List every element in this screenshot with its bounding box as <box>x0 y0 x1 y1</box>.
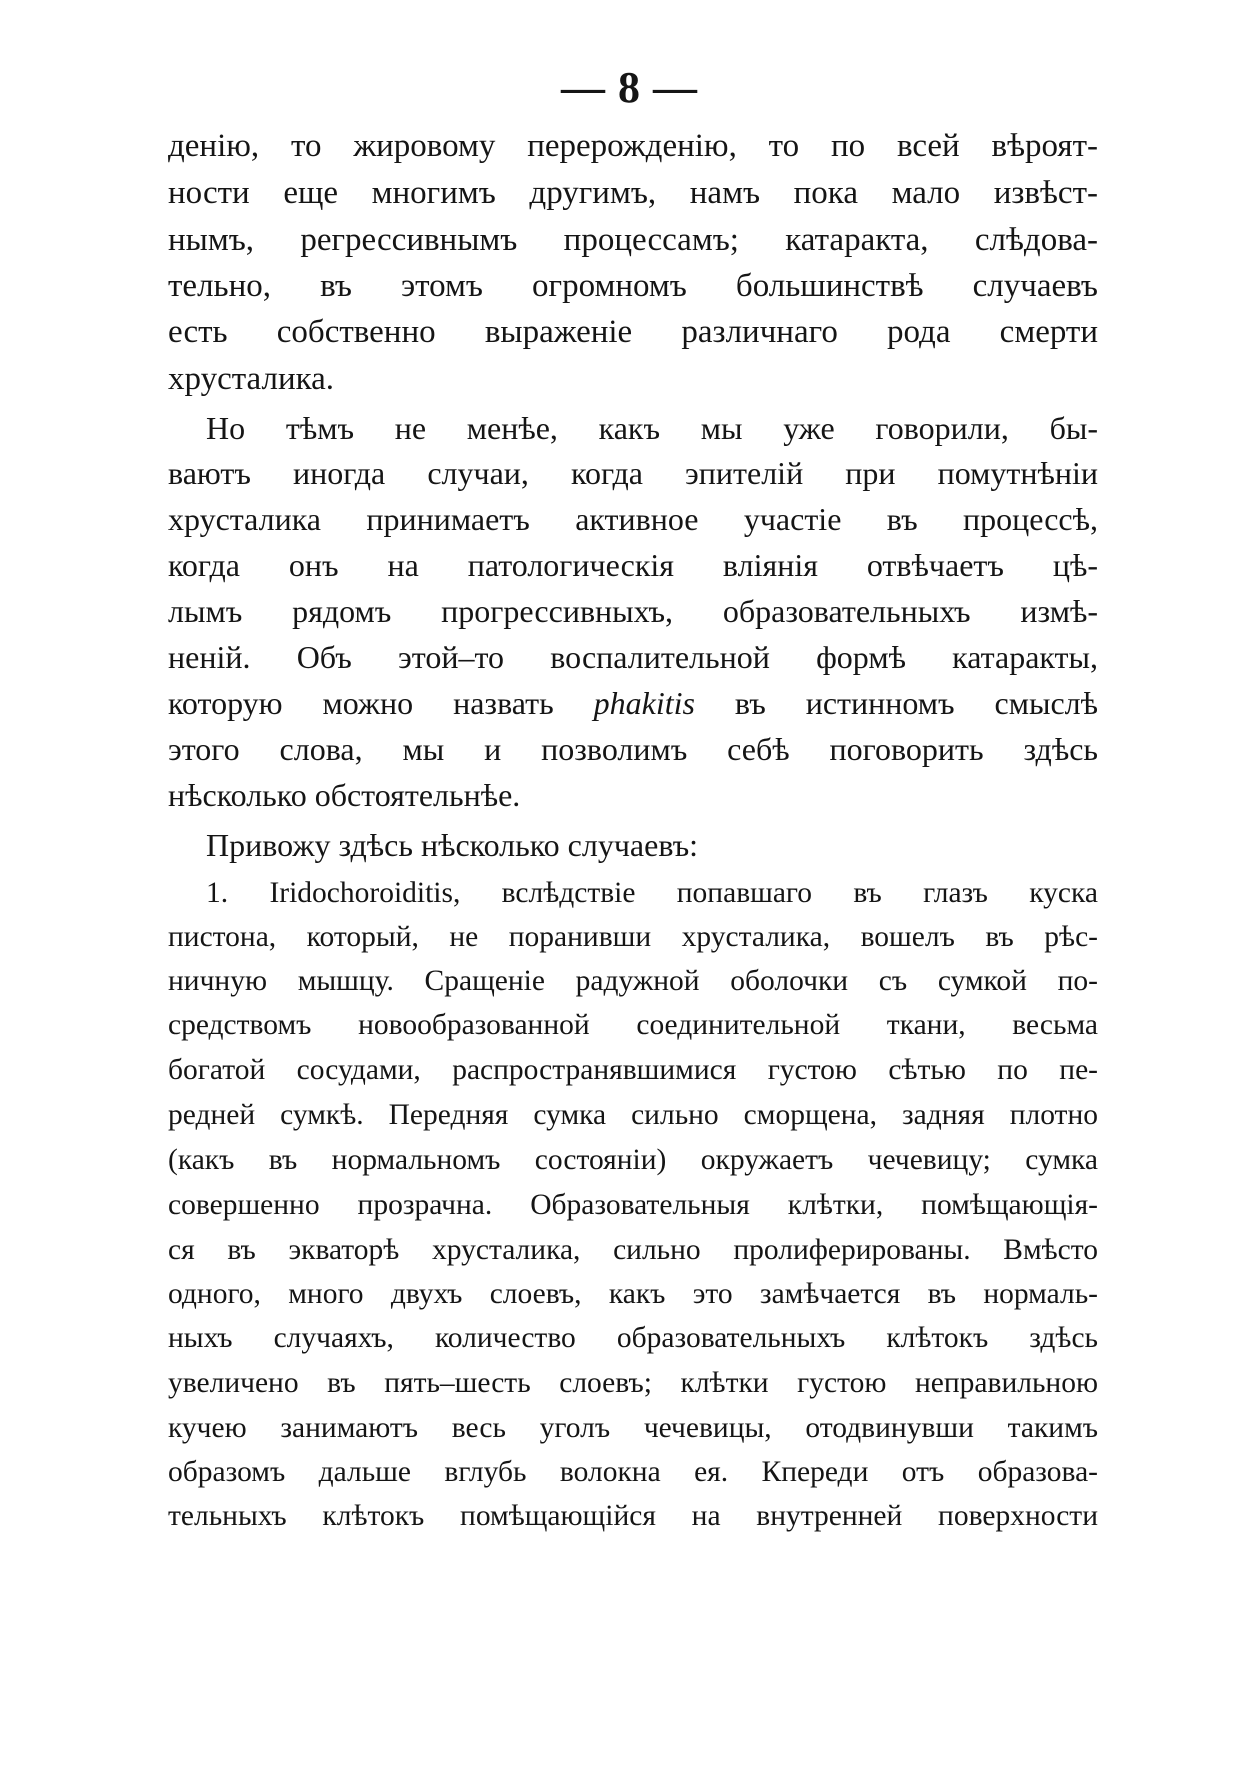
text-line: средствомъ новообразованной соединительной ткани, весьма <box>168 1009 1098 1041</box>
page-number: — 8 — <box>561 63 698 112</box>
text-line: лымъ рядомъ прогрессивныхъ, образовательныхъ измѣ- <box>168 593 1098 629</box>
text-line: ности еще многимъ другимъ, намъ пока мало извѣст- <box>168 175 1098 211</box>
text-line: есть собственно выраженіе различнаго рода смерти <box>168 314 1098 350</box>
text-line: тельныхъ клѣтокъ помѣщающійся на внутренней поверхности <box>168 1500 1098 1532</box>
text-line: тельно, въ этомъ огромномъ большинствѣ случаевъ <box>168 268 1098 304</box>
text-line: когда онъ на патологическія вліянія отвѣчаетъ цѣ- <box>168 547 1098 583</box>
text-line: пистона, который, не поранивши хрусталика, вошелъ въ рѣс- <box>168 921 1098 953</box>
text-line: ничную мышцу. Сращеніе радужной оболочки съ сумкой по- <box>168 965 1098 997</box>
text-line: увеличено въ пять–шесть слоевъ; клѣтки густою неправильною <box>168 1367 1098 1399</box>
text-line: нѣсколько обстоятельнѣе. <box>168 777 521 813</box>
text-line: кучею занимаютъ весь уголъ чечевицы, отодвинувши такимъ <box>168 1412 1098 1444</box>
text-line: ныхъ случаяхъ, количество образовательныхъ клѣтокъ здѣсь <box>168 1322 1098 1354</box>
italic-term: phakitis <box>593 685 695 721</box>
text-line: редней сумкѣ. Передняя сумка сильно сморщена, задняя плотно <box>168 1099 1098 1131</box>
text-line: нымъ, регрессивнымъ процессамъ; катаракта, слѣдова- <box>168 222 1098 258</box>
text-line: хрусталика принимаетъ активное участіе въ процессѣ, <box>168 501 1098 537</box>
text-line: ваютъ иногда случаи, когда эпителій при помутнѣніи <box>168 455 1098 491</box>
text-line: образомъ дальше вглубь волокна ея. Кпереди отъ образова- <box>168 1456 1098 1488</box>
text-line <box>168 685 1098 722</box>
text-line: хрусталика. <box>168 361 335 397</box>
text-run: въ истинномъ смыслѣ <box>694 685 1098 721</box>
text-line: денію, то жировому перерожденію, то по всей вѣроят- <box>168 128 1098 164</box>
text-line: совершенно прозрачна. Образовательныя клѣтки, помѣщающія- <box>168 1189 1098 1221</box>
text-line: богатой сосудами, распространявшимися густою сѣтью по пе- <box>168 1054 1098 1086</box>
text-line: Привожу здѣсь нѣсколько случаевъ: <box>206 827 699 863</box>
text-line: неній. Объ этой–то воспалительной формѣ катаракты, <box>168 639 1098 675</box>
text-line: (какъ въ нормальномъ состояніи) окружаетъ чечевицу; сумка <box>168 1144 1098 1176</box>
text-line: одного, много двухъ слоевъ, какъ это замѣчается въ нормаль- <box>168 1278 1098 1310</box>
text-line: 1. Iridochoroiditis, вслѣдствіе попавшаго въ глазъ куска <box>206 877 1098 909</box>
text-line: ся въ экваторѣ хрусталика, сильно пролиферированы. Вмѣсто <box>168 1234 1098 1266</box>
text-run: которую можно назвать <box>168 685 594 721</box>
text-line: Но тѣмъ не менѣе, какъ мы уже говорили, бы- <box>206 410 1098 446</box>
text-line: этого слова, мы и позволимъ себѣ поговорить здѣсь <box>168 731 1098 767</box>
